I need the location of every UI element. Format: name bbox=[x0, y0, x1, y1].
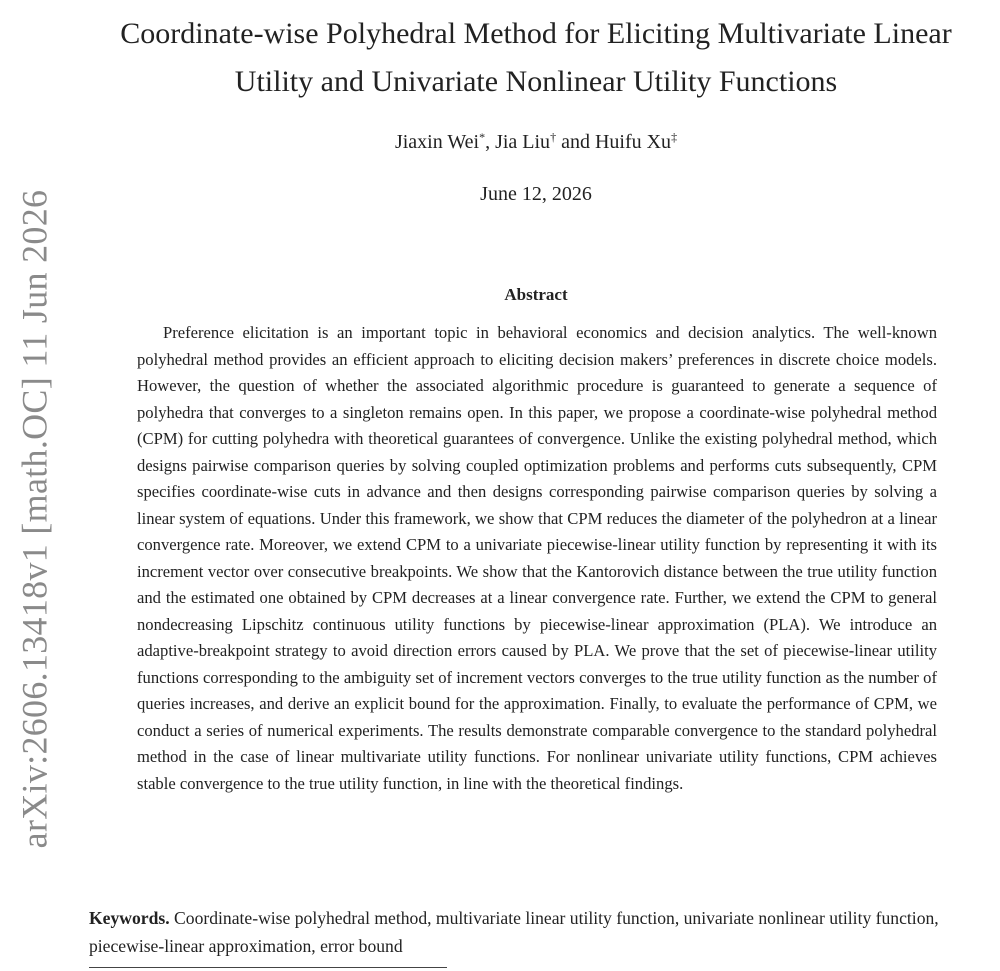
author-footnote-mark[interactable]: ‡ bbox=[671, 130, 678, 144]
publication-date: June 12, 2026 bbox=[480, 183, 592, 205]
author-name: Huifu Xu bbox=[594, 131, 672, 153]
author-name: Jia Liu bbox=[495, 131, 551, 153]
arxiv-stamp bbox=[14, 188, 54, 850]
keywords-text: Coordinate-wise polyhedral method, multivariate linear utility function, univariate nonlinear utility function, piecewise-linear approximation, error bound bbox=[89, 908, 939, 956]
author-separator: and bbox=[556, 131, 595, 153]
author-footnote-mark[interactable]: * bbox=[479, 130, 486, 144]
author-footnote-mark[interactable]: † bbox=[550, 130, 557, 144]
keywords-section bbox=[89, 904, 989, 960]
paper-title bbox=[80, 10, 992, 106]
author-separator: , bbox=[485, 131, 496, 153]
footnote-divider bbox=[89, 967, 447, 968]
keywords-label: Keywords. bbox=[89, 908, 170, 928]
paper-title-line-2: Utility and Univariate Nonlinear Utility Functions bbox=[234, 65, 838, 98]
author-list bbox=[80, 130, 992, 154]
abstract-text: Preference elicitation is an important topic in behavioral economics and decision analytics. The well-known polyhedral method provides an efficient approach to eliciting decision makers’ preferences in discrete choice models. However, the question of whether the associated algorithmic procedure is guaranteed to generate a sequence of polyhedra that converges to a singleton remains open. In this paper, we propose a coordinate-wise polyhedral method (CPM) for cutting polyhedra with theoretical guarantees of convergence. Unlike the existing polyhedral method, which designs pairwise comparison queries by solving coupled optimization problems and performs cuts subsequently, CPM specifies coordinate-wise cuts in advance and then designs corresponding pairwise comparison queries by solving a linear system of equations. Under this framework, we show that CPM reduces the diameter of the polyhedron at a linear convergence rate. Moreover, we extend CPM to a univariate piecewise-linear utility function by representing it with its increment vector over consecutive breakpoints. We show that the Kantorovich distance between the true utility function and the estimated one obtained by CPM decreases at a linear convergence rate. Further, we extend the CPM to general nondecreasing Lipschitz continuous utility functions by piecewise-linear approximation (PLA). We introduce an adaptive-breakpoint strategy to avoid direction errors caused by PLA. We prove that the set of piecewise-linear utility functions corresponding to the ambiguity set of increment vectors converges to the true utility function as the number of queries increases, and derive an explicit bound for the approximation. Finally, to evaluate the performance of CPM, we conduct a series of numerical experiments. The results demonstrate comparable convergence to the standard polyhedral method in the case of linear multivariate utility functions. For nonlinear univariate utility functions, CPM achieves stable convergence to the true utility function, in line with the theoretical findings. bbox=[137, 323, 937, 793]
arxiv-identifier: arXiv:2606.13418v1 [math.OC] 11 Jun 2026 bbox=[14, 189, 54, 849]
abstract-heading: Abstract bbox=[504, 285, 568, 304]
author-name: Jiaxin Wei bbox=[394, 131, 480, 153]
paper-title-line-1: Coordinate-wise Polyhedral Method for Eliciting Multivariate Linear bbox=[120, 17, 952, 50]
